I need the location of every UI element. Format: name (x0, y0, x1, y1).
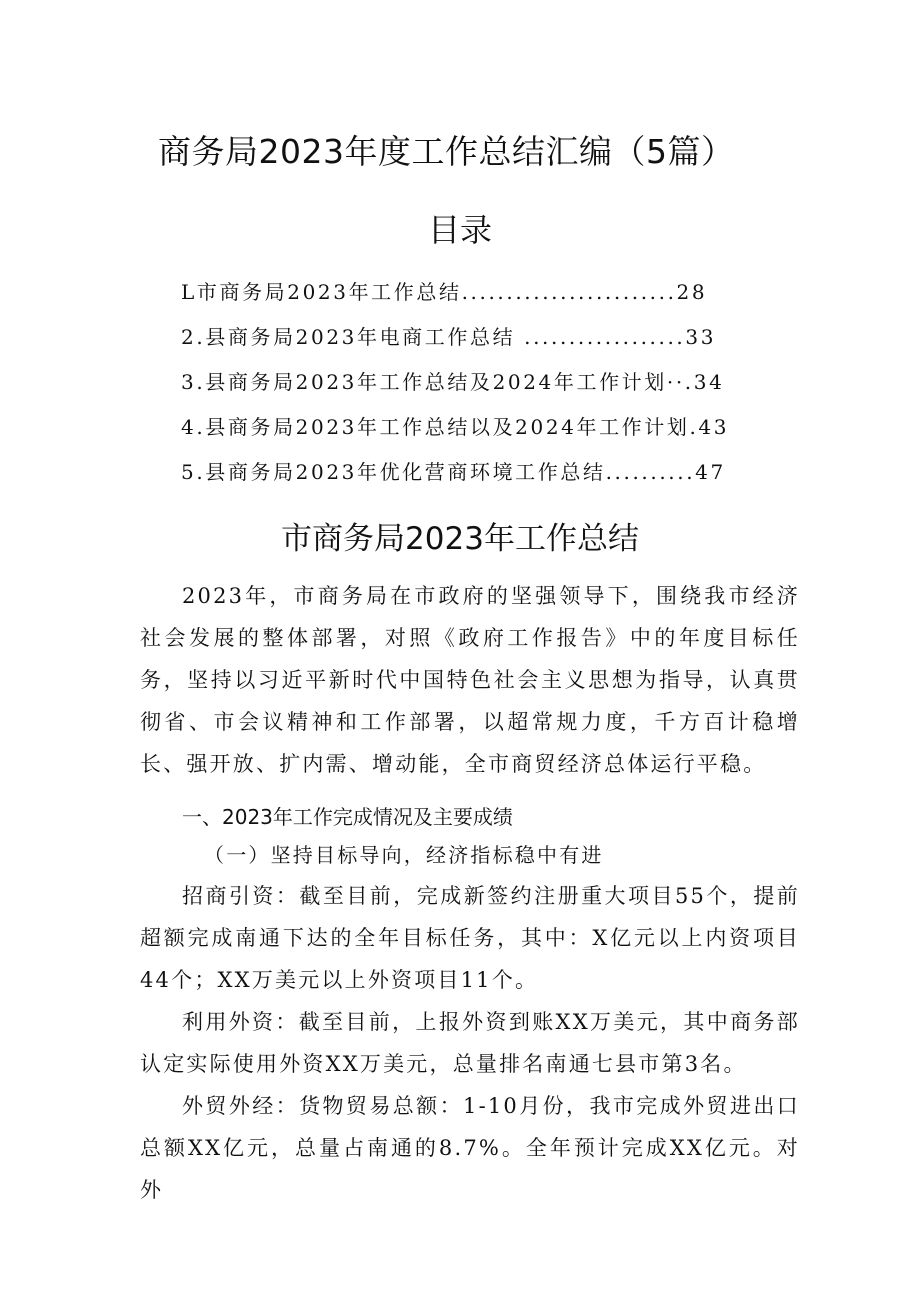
section-title: 市商务局2023年工作总结 (281, 521, 639, 557)
toc-item[interactable]: L市商务局2023年工作总结........................28 (181, 280, 708, 304)
toc-heading: 目录 (427, 211, 492, 249)
body-paragraph: 利用外资：截至目前，上报外资到账XX万美元，其中商务部认定实际使用外资XX万美元，总量排名南通七县市第3名。 (140, 1010, 800, 1076)
body-paragraph: 招商引资：截至目前，完成新签约注册重大项目55个，提前超额完成南通下达的全年目标任务，其中：X亿元以上内资项目44个；XX万美元以上外资项目11个。 (140, 884, 800, 992)
heading-level-2: （一）坚持目标导向，经济指标稳中有进 (204, 843, 604, 867)
document-title: 商务局2023年度工作总结汇编（5篇） (158, 132, 735, 171)
heading-level-1: 一、2023年工作完成情况及主要成绩 (182, 805, 513, 829)
body-paragraph: 外贸外经：货物贸易总额：1-10月份，我市完成外贸进出口总额XX亿元，总量占南通的8.7%。全年预计完成XX亿元。对外 (140, 1094, 800, 1202)
toc-item[interactable]: 2.县商务局2023年电商工作总结 ..................33 (181, 325, 717, 349)
table-of-contents (181, 270, 781, 495)
toc-item[interactable]: 3.县商务局2023年工作总结及2024年工作计划··.34 (181, 370, 725, 394)
toc-item[interactable]: 4.县商务局2023年工作总结以及2024年工作计划.43 (181, 415, 730, 439)
intro-paragraph: 2023年，市商务局在市政府的坚强领导下，围绕我市经济社会发展的整体部署，对照《政府工作报告》中的年度目标任务，坚持以习近平新时代中国特色社会主义思想为指导，认真贯彻省、市会议精神和工作部署，以超常规力度，千方百计稳增长、强开放、扩内需、增动能，全市商贸经济总体运行平稳。 (140, 584, 800, 776)
toc-item[interactable]: 5.县商务局2023年优化营商环境工作总结..........47 (181, 460, 726, 484)
